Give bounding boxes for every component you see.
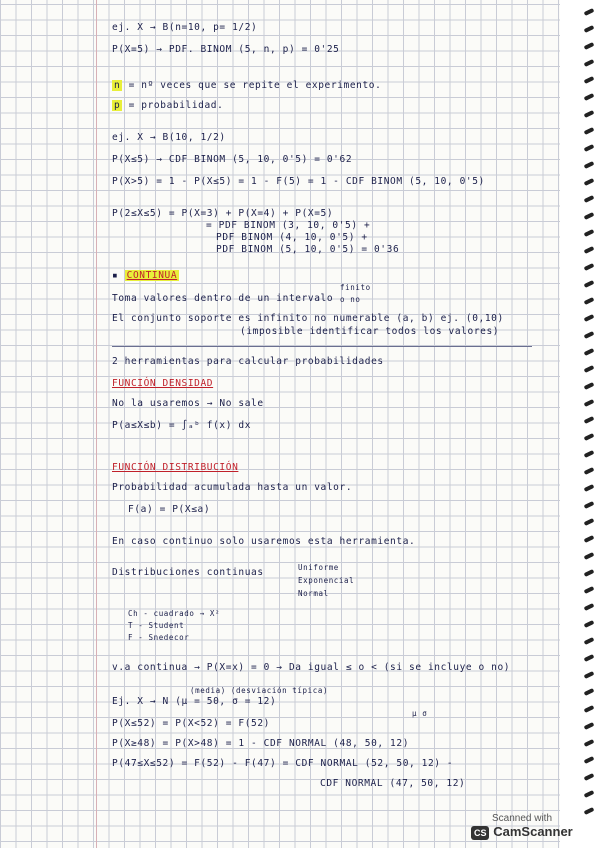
note-annotation: μ σ	[412, 709, 428, 718]
spiral-hole	[584, 59, 595, 67]
spiral-hole	[584, 42, 595, 50]
note-text: = probabilidad.	[128, 100, 224, 111]
spiral-binding	[560, 0, 600, 848]
spiral-hole	[584, 535, 595, 543]
spiral-hole	[584, 756, 595, 764]
note-line: P(X≥48) = P(X>48) = 1 - CDF NORMAL (48, 50, 12)	[112, 738, 410, 749]
note-line: Toma valores dentro de un intervalo	[112, 293, 334, 304]
margin-line	[96, 0, 97, 848]
spiral-hole	[584, 620, 595, 628]
spiral-hole	[584, 518, 595, 526]
note-line: Probabilidad acumulada hasta un valor.	[112, 482, 353, 493]
note-line: P(X=5) → PDF. BINOM (5, n, p) = 0'25	[112, 44, 340, 55]
note-line: = PDF BINOM (3, 10, 0'5) +	[206, 220, 371, 231]
note-line: P(X≤5) → CDF BINOM (5, 10, 0'5) = 0'62	[112, 154, 353, 165]
spiral-hole	[584, 314, 595, 322]
note-line: ej. X → B(10, 1/2)	[112, 132, 226, 143]
spiral-hole	[584, 246, 595, 254]
spiral-hole	[584, 348, 595, 356]
spiral-hole	[584, 280, 595, 288]
note-line	[112, 80, 381, 92]
note-line: El conjunto soporte es infinito no numerable (a, b) ej. (0,10)	[112, 313, 504, 324]
note-line: Distribuciones continuas	[112, 567, 264, 578]
note-line: P(2≤X≤5) = P(X=3) + P(X=4) + P(X=5)	[112, 208, 334, 219]
note-line: ej. X → B(n=10, p= 1/2)	[112, 22, 258, 33]
spiral-hole	[584, 671, 595, 679]
note-line: 2 herramientas para calcular probabilidades	[112, 356, 384, 367]
note-line	[112, 100, 223, 112]
spiral-hole	[584, 416, 595, 424]
camscanner-logo-icon: CS	[471, 826, 489, 840]
spiral-hole	[584, 229, 595, 237]
camscanner-watermark	[462, 813, 582, 840]
spiral-hole	[584, 654, 595, 662]
spiral-hole	[584, 144, 595, 152]
spiral-hole	[584, 722, 595, 730]
list-item: Normal	[298, 589, 329, 598]
spiral-hole	[584, 705, 595, 713]
note-annotation: (media) (desviación típica)	[190, 686, 329, 695]
spiral-hole	[584, 603, 595, 611]
spiral-hole	[584, 637, 595, 645]
note-line: v.a continua → P(X=x) = 0 → Da igual ≤ o < (si se incluye o no)	[112, 662, 511, 673]
section-heading	[112, 270, 179, 282]
spiral-hole	[584, 552, 595, 560]
spiral-hole	[584, 93, 595, 101]
note-line: En caso continuo solo usaremos esta herramienta.	[112, 536, 416, 547]
spiral-hole	[584, 212, 595, 220]
list-item: Uniforme	[298, 563, 339, 572]
spiral-hole	[584, 773, 595, 781]
list-item: Exponencial	[298, 576, 355, 585]
note-line: No la usaremos → No sale	[112, 398, 264, 409]
bullet: ▪	[112, 270, 125, 281]
spiral-hole	[584, 807, 595, 815]
note-annotation: o no	[340, 295, 361, 304]
spiral-hole	[584, 688, 595, 696]
note-line: P(47≤X≤52) = F(52) - F(47) = CDF NORMAL (52, 50, 12) -	[112, 758, 454, 769]
spiral-hole	[584, 739, 595, 747]
subheading: FUNCIÓN DISTRIBUCIÓN	[112, 462, 239, 473]
spiral-hole	[584, 178, 595, 186]
note-line: Ej. X → N (μ = 50, σ = 12)	[112, 696, 277, 707]
camscanner-brand	[462, 824, 582, 840]
spiral-hole	[584, 297, 595, 305]
spiral-hole	[584, 127, 595, 135]
brand-name: CamScanner	[493, 824, 573, 840]
spiral-hole	[584, 25, 595, 33]
spiral-hole	[584, 790, 595, 798]
spiral-hole	[584, 501, 595, 509]
spiral-hole	[584, 110, 595, 118]
spiral-hole	[584, 331, 595, 339]
note-line: (imposible identificar todos los valores)	[240, 326, 500, 337]
spiral-hole	[584, 76, 595, 84]
section-title: CONTINUA	[126, 270, 178, 281]
spiral-hole	[584, 484, 595, 492]
note-line: P(X>5) = 1 - P(X≤5) = 1 - F(5) = 1 - CDF BINOM (5, 10, 0'5)	[112, 176, 485, 187]
spiral-hole	[584, 8, 595, 16]
highlight: n	[114, 80, 121, 91]
note-line: PDF BINOM (4, 10, 0'5) +	[216, 232, 368, 243]
spiral-hole	[584, 450, 595, 458]
formula: F(a) = P(X≤a)	[128, 504, 211, 515]
spiral-hole	[584, 161, 595, 169]
spiral-hole	[584, 569, 595, 577]
list-item: Ch - cuadrado → X²	[128, 609, 221, 618]
note-line: P(X≤52) = P(X<52) = F(52)	[112, 718, 270, 729]
spiral-hole	[584, 586, 595, 594]
spiral-hole	[584, 195, 595, 203]
subheading: FUNCIÓN DENSIDAD	[112, 378, 214, 389]
note-annotation: finito	[340, 283, 371, 292]
spiral-hole	[584, 365, 595, 373]
formula: P(a≤X≤b) = ∫ₐᵇ f(x) dx	[112, 420, 252, 431]
note-line: CDF NORMAL (47, 50, 12)	[320, 778, 466, 789]
list-item: F - Snedecor	[128, 633, 190, 642]
divider	[112, 346, 532, 347]
highlight: p	[114, 100, 121, 111]
spiral-hole	[584, 399, 595, 407]
spiral-hole	[584, 467, 595, 475]
spiral-hole	[584, 433, 595, 441]
spiral-hole	[584, 263, 595, 271]
scanned-with-text: Scanned with	[491, 813, 553, 825]
list-item: T - Student	[128, 621, 185, 630]
spiral-hole	[584, 382, 595, 390]
note-line: PDF BINOM (5, 10, 0'5) = 0'36	[216, 244, 400, 255]
note-text: = nº veces que se repite el experimento.	[128, 80, 382, 91]
